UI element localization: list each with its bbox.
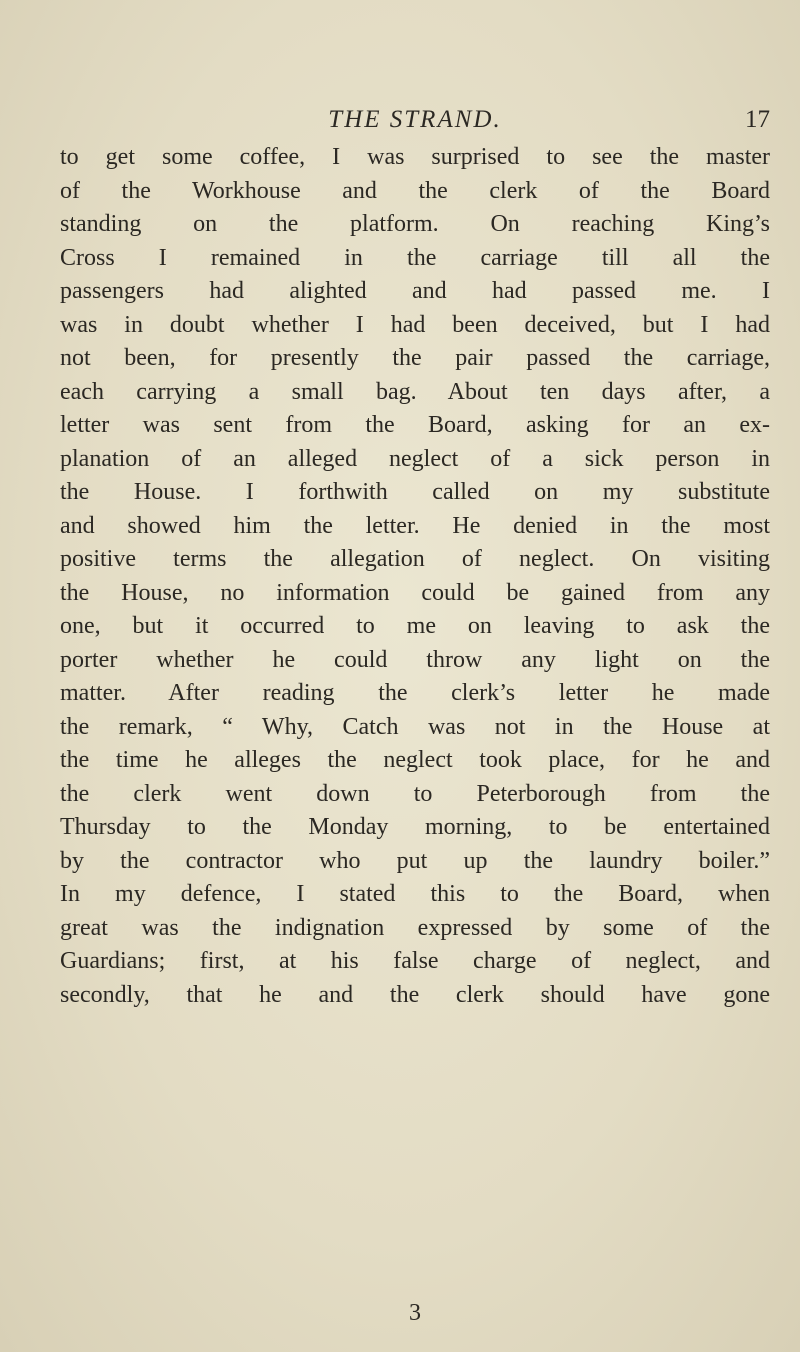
text-line: was in doubt whether I had been deceived, but I had — [60, 311, 770, 338]
text-line: passengers had alighted and had passed me. I — [60, 278, 770, 304]
text-line: the clerk went down to Peterborough from the — [60, 780, 770, 807]
text-line: of the Workhouse and the clerk of the Board — [60, 177, 770, 204]
body-text — [60, 141, 770, 1012]
text-line: and showed him the letter. He denied in the most — [60, 512, 770, 539]
text-line: porter whether he could throw any light on the — [60, 646, 770, 673]
text-line: planation of an alleged neglect of a sick person in — [60, 445, 770, 472]
text-line: positive terms the allegation of neglect. On visiting — [60, 546, 770, 572]
text-line: Thursday to the Monday morning, to be entertained — [60, 814, 770, 840]
text-line: In my defence, I stated this to the Board, when — [60, 881, 770, 907]
text-line: one, but it occurred to me on leaving to ask the — [60, 613, 770, 639]
signature-mark: 3 — [409, 1300, 421, 1326]
text-line: secondly, that he and the clerk should have gone — [60, 981, 770, 1008]
page-number: 17 — [745, 106, 770, 133]
text-line: great was the indignation expressed by some of the — [60, 914, 770, 941]
text-line: standing on the platform. On reaching King’s — [60, 211, 770, 237]
text-line: the remark, “ Why, Catch was not in the House at — [60, 713, 770, 740]
running-head — [60, 100, 770, 140]
text-line: letter was sent from the Board, asking for an ex- — [60, 412, 770, 438]
running-head-title: THE STRAND. — [328, 106, 502, 133]
text-line: the House. I forthwith called on my substitute — [60, 479, 770, 505]
text-line: each carrying a small bag. About ten days after, a — [60, 378, 770, 405]
text-line: Cross I remained in the carriage till all the — [60, 244, 770, 271]
text-line: to get some coffee, I was surprised to see the master — [60, 144, 770, 170]
text-line: the House, no information could be gained from any — [60, 579, 770, 606]
text-line: matter. After reading the clerk’s letter he made — [60, 680, 770, 706]
text-line: by the contractor who put up the laundry boiler.” — [60, 847, 770, 874]
text-line: the time he alleges the neglect took place, for he and — [60, 747, 770, 773]
text-line: not been, for presently the pair passed the carriage, — [60, 345, 770, 371]
text-line: Guardians; first, at his false charge of neglect, and — [60, 948, 770, 974]
